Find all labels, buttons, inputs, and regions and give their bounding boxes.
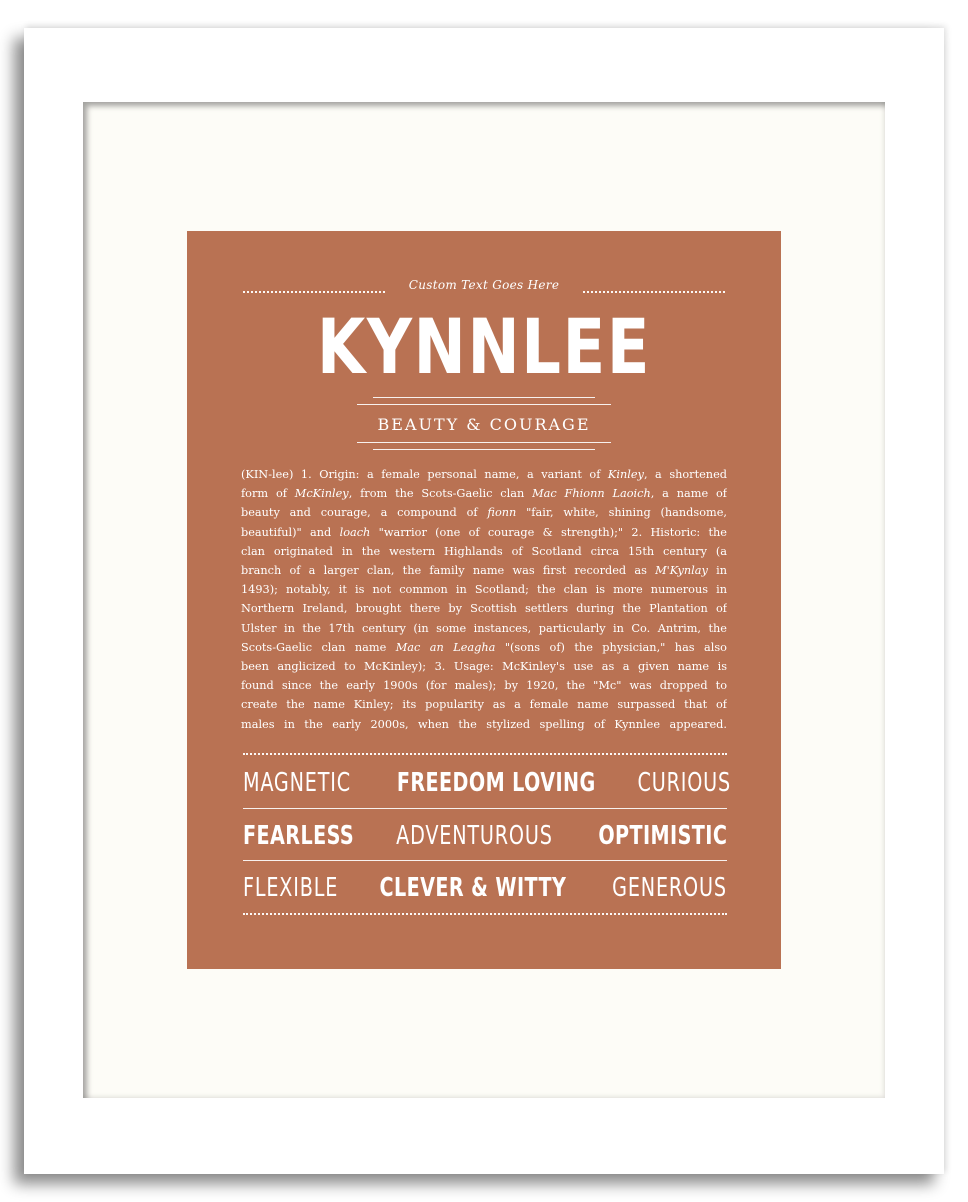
definition-line <box>241 657 727 676</box>
definition-italic-term: Kinley <box>607 468 644 481</box>
definition-line <box>241 484 727 503</box>
definition-text: , a shortened <box>643 468 727 481</box>
name-meaning: BEAUTY & COURAGE <box>377 415 591 434</box>
definition-line <box>241 523 727 542</box>
dotted-rule-right <box>583 291 725 293</box>
dotted-rule-bottom <box>243 913 727 915</box>
definition-text: males in the early 2000s, when the stylized spelling of Kynnlee appeared. <box>241 717 727 731</box>
definition-text: , a name of <box>650 487 727 501</box>
definition-italic-term: McKinley <box>294 487 349 501</box>
definition-line <box>241 619 727 638</box>
definition-italic-term: fionn <box>487 506 517 520</box>
definition-text: beautiful)" and <box>241 525 340 539</box>
trait-word: CLEVER & WITTY <box>379 873 567 903</box>
trait-divider-1 <box>243 808 727 809</box>
trait-row-1 <box>243 761 732 805</box>
trait-row-3 <box>243 866 727 910</box>
definition-text: beauty and courage, a compound of <box>241 506 488 520</box>
trait-word: ADVENTUROUS <box>395 821 553 851</box>
trait-word: FEARLESS <box>243 821 355 851</box>
definition-text: found since the early 1900s (for males); by 1920, the "Mc" was dropped to <box>241 679 727 693</box>
trait-divider-2 <box>243 860 727 861</box>
definition-line <box>241 715 727 734</box>
definition-text: Ulster in the 17th century (in some instances, particularly in Co. Antrim, the <box>241 621 727 635</box>
definition-line <box>241 695 727 714</box>
dotted-rule-mid <box>243 753 727 755</box>
definition-text: branch of a larger clan, the family name was first recorded as <box>241 564 656 578</box>
tagline: Custom Text Goes Here <box>408 278 560 292</box>
trait-word: FLEXIBLE <box>243 873 339 903</box>
name-title: KYNNLEE <box>316 302 652 391</box>
definition-line <box>241 599 727 618</box>
trait-word: OPTIMISTIC <box>597 821 727 851</box>
definition-line <box>241 638 727 657</box>
definition-line <box>241 561 727 580</box>
definition-text: in <box>707 564 727 578</box>
definition-italic-term: M'Kynlay <box>655 564 708 578</box>
definition-line <box>241 503 727 522</box>
rule-above-meaning-1 <box>373 397 595 398</box>
trait-word: FREEDOM LOVING <box>396 768 596 798</box>
definition-line <box>241 542 727 561</box>
trait-word: MAGNETIC <box>243 768 351 798</box>
definition-text: been anglicized to McKinley); 3. Usage: McKinley's use as a given name is <box>241 660 727 674</box>
definition-line <box>241 580 727 599</box>
definition-text: , from the Scots-Gaelic clan <box>348 487 533 501</box>
definition-italic-term: Mac an Leagha <box>395 640 496 654</box>
trait-row-2 <box>243 814 727 858</box>
definition-text: create the name Kinley; its popularity as a female name surpassed that of <box>241 698 727 712</box>
dotted-rule-left <box>243 291 385 293</box>
name-definition <box>241 465 727 734</box>
definition-line <box>241 465 727 484</box>
definition-text: 1493); notably, it is not common in Scotland; the clan is more numerous in <box>241 583 727 597</box>
rule-above-meaning-2 <box>357 404 611 405</box>
definition-text: "(sons of) the physician," has also <box>495 640 727 654</box>
definition-text: form of <box>241 487 295 501</box>
definition-text: (KIN-lee) 1. Origin: a female personal name, a variant of <box>241 468 608 481</box>
definition-italic-term: Mac Fhionn Laoich <box>532 487 651 501</box>
definition-text: "fair, white, shining (handsome, <box>516 506 727 520</box>
definition-text: Northern Ireland, brought there by Scottish settlers during the Plantation of <box>241 602 727 616</box>
trait-word: CURIOUS <box>637 768 732 798</box>
definition-text: clan originated in the western Highlands of Scotland circa 15th century (a <box>241 544 727 558</box>
rule-below-meaning-2 <box>373 449 595 450</box>
definition-line <box>241 676 727 695</box>
rule-below-meaning-1 <box>357 442 611 443</box>
definition-text: "warrior (one of courage & strength);" 2. Historic: the <box>370 525 727 539</box>
name-print <box>187 231 781 969</box>
definition-italic-term: loach <box>339 525 371 539</box>
definition-text: Scots-Gaelic clan name <box>241 640 396 654</box>
trait-word: GENEROUS <box>612 873 727 903</box>
